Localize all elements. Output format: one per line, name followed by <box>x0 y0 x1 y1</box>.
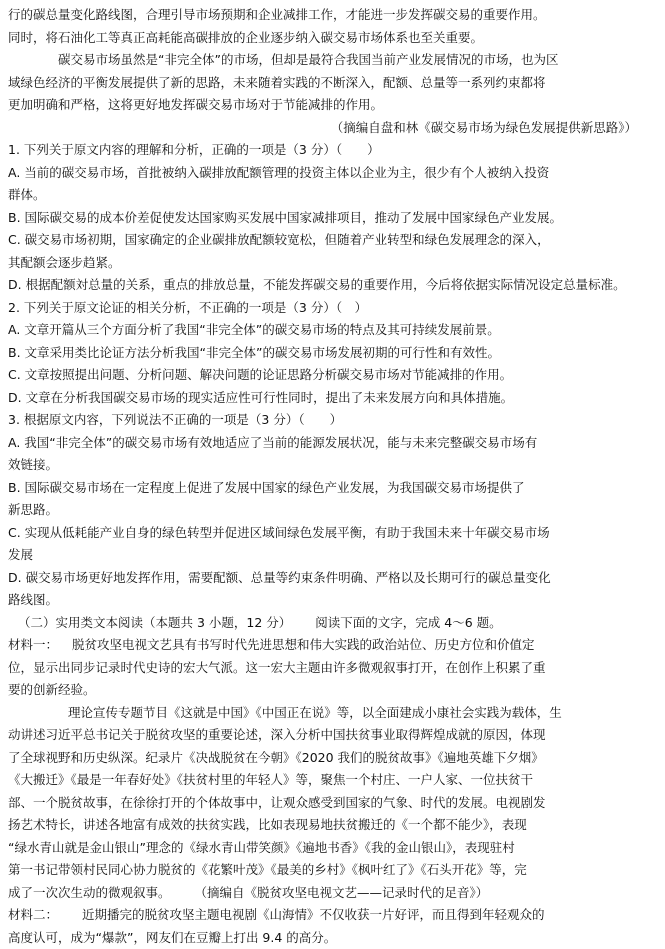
material-2-text: 近期播完的脱贫攻坚主题电视剧《山海情》不仅收获一片好评，而且得到年轻观众的 <box>82 907 545 922</box>
material-1-label: 材料一： <box>8 637 58 652</box>
question-1-option-b: B. 国际碳交易的成本价差促使发达国家购买发展中国家减排项目，推动了发展中国家绿色产业发展。 <box>8 207 637 230</box>
material-1-paragraph-line: 《大搬迁》《最是一年春好处》《扶贫村里的年轻人》等，聚焦一个村庄、一户人家、一位扶贫干 <box>8 769 637 792</box>
passage-line: 域绿色经济的平衡发展提供了新的思路，未来随着实践的不断深入，配额、总量等一系列约束都将 <box>8 72 637 95</box>
question-1-option-c-cont: 其配额会逐步趋紧。 <box>8 252 637 275</box>
question-1-option-a-cont: 群体。 <box>8 184 637 207</box>
passage-line: 同时，将石油化工等真正高耗能高碳排放的企业逐步纳入碳交易市场体系也至关重要。 <box>8 27 637 50</box>
material-1-paragraph-line: 理论宣传专题节目《这就是中国》《中国正在说》等，以全面建成小康社会实践为载体，生 <box>8 702 637 725</box>
section-2-heading-row <box>8 612 637 635</box>
material-1-paragraph-line: 了全球视野和历史纵深。纪录片《决战脱贫在今朝》《2020 我们的脱贫故事》《遍地英雄下夕烟》 <box>8 747 637 770</box>
material-1-text: 脱贫攻坚电视文艺具有书写时代先进思想和伟大实践的政治站位、历史方位和价值定 <box>72 637 535 652</box>
material-1-paragraph-line: 动讲述习近平总书记关于脱贫攻坚的重要论述，深入分析中国扶贫事业取得辉煌成就的原因，体现 <box>8 724 637 747</box>
question-1-stem: 1. 下列关于原文内容的理解和分析，正确的一项是（3 分）（ ） <box>8 139 637 162</box>
question-2-stem: 2. 下列关于原文论证的相关分析，不正确的一项是（3 分）（ ） <box>8 297 637 320</box>
section-2-heading: （二）实用类文本阅读（本题共 3 小题，12 分） <box>18 615 291 630</box>
question-3-option-c-cont: 发展 <box>8 544 637 567</box>
question-3-option-b: B. 国际碳交易市场在一定程度上促进了发展中国家的绿色产业发展，为我国碳交易市场提供了 <box>8 477 637 500</box>
material-1-source: （摘编自《脱贫攻坚电视文艺——记录时代的足音》） <box>195 885 489 900</box>
question-3-option-b-cont: 新思路。 <box>8 499 637 522</box>
question-1-option-d: D. 根据配额対总量的关系，重点的排放总量，不能发挥碳交易的重要作用，今后将依据实际情况设定总量标准。 <box>8 274 637 297</box>
question-1-option-c: C. 碳交易市场初期，国家确定的企业碳排放配额较宽松，但随着产业转型和绿色发展理念的深入， <box>8 229 637 252</box>
question-2-option-c: C. 文章按照提出问题、分析问题、解决问题的论证思路分析碳交易市场对节能减排的作用。 <box>8 364 637 387</box>
material-1-last-text: 成了一次次生动的微观叙事。 <box>8 885 171 900</box>
material-1-paragraph-line: “绿水青山就是金山银山”理念的《绿水青山带笑颜》《遍地书香》《我的金山银山》，表现驻村 <box>8 837 637 860</box>
material-1-line: 位，显示出同步记录时代史诗的宏大气派。这一宏大主题由许多微观叙事打开，在创作上积累了重 <box>8 657 637 680</box>
material-2-label: 材料二： <box>8 907 58 922</box>
question-3-option-d: D. 碳交易市场更好地发挥作用，需要配额、总量等约束条件明确、严格以及长期可行的碳总量变化 <box>8 567 637 590</box>
material-1-paragraph-line: 第一书记带领村民同心协力脱贫的《花繁叶茂》《最美的乡村》《枫叶红了》《石头开花》等，完 <box>8 859 637 882</box>
question-2-option-d: D. 文章在分析我国碳交易市场的现实适应性可行性同时，提出了未来发展方向和具体措施。 <box>8 387 637 410</box>
question-3-option-c: C. 实现从低耗能产业自身的绿色转型并促进区域间绿色发展平衡，有助于我国未来十年碳交易市场 <box>8 522 637 545</box>
section-2-instruction: 阅读下面的文字，完成 4～6 题。 <box>315 615 501 630</box>
passage-line: 碳交易市场虽然是“非完全体”的市场，但却是最符合我国当前产业发展情况的市场，也为区 <box>8 49 637 72</box>
question-2-option-b: B. 文章采用类比论证方法分析我国“非完全体”的碳交易市场发展初期的可行性和有效性。 <box>8 342 637 365</box>
material-1-line: 要的创新经验。 <box>8 679 637 702</box>
material-1-paragraph-line: 扬艺术特长，讲述各地富有成效的扶贫实践，比如表现易地扶贫搬迁的《一个都不能少》，表现 <box>8 814 637 837</box>
question-3-option-a-cont: 效链接。 <box>8 454 637 477</box>
passage-line: 行的碳总量变化路线图，合理引导市场预期和企业减排工作，才能进一步发挥碳交易的重要作用。 <box>8 4 637 27</box>
passage-source: （摘编自盘和林《碳交易市场为绿色发展提供新思路》） <box>8 117 637 140</box>
material-2-line: 高度认可，成为“爆款”，网友们在豆瓣上打出 9.4 的高分。 <box>8 927 637 949</box>
question-3-option-a: A. 我国“非完全体”的碳交易市场有效地适应了当前的能源发展状况，能与未来完整碳交易市场有 <box>8 432 637 455</box>
material-1-paragraph-line: 部、一个脱贫故事，在徐徐打开的个体故事中，让观众感受到国家的气象、时代的发展。电视剧发 <box>8 792 637 815</box>
material-1-first-line <box>8 634 637 657</box>
question-3-option-d-cont: 路线图。 <box>8 589 637 612</box>
passage-line: 更加明确和严格，这将更好地发挥碳交易市场对于节能减排的作用。 <box>8 94 637 117</box>
question-3-stem: 3. 根据原文内容，下列说法不正确的一项是（3 分）（ ） <box>8 409 637 432</box>
question-2-option-a: A. 文章开篇从三个方面分析了我国“非完全体”的碳交易市场的特点及其可持续发展前景。 <box>8 319 637 342</box>
material-2-first-line <box>8 904 637 927</box>
question-1-option-a: A. 当前的碳交易市场，首批被纳入碳排放配额管理的投资主体以企业为主，很少有个人被纳入投资 <box>8 162 637 185</box>
material-1-last-line <box>8 882 637 905</box>
